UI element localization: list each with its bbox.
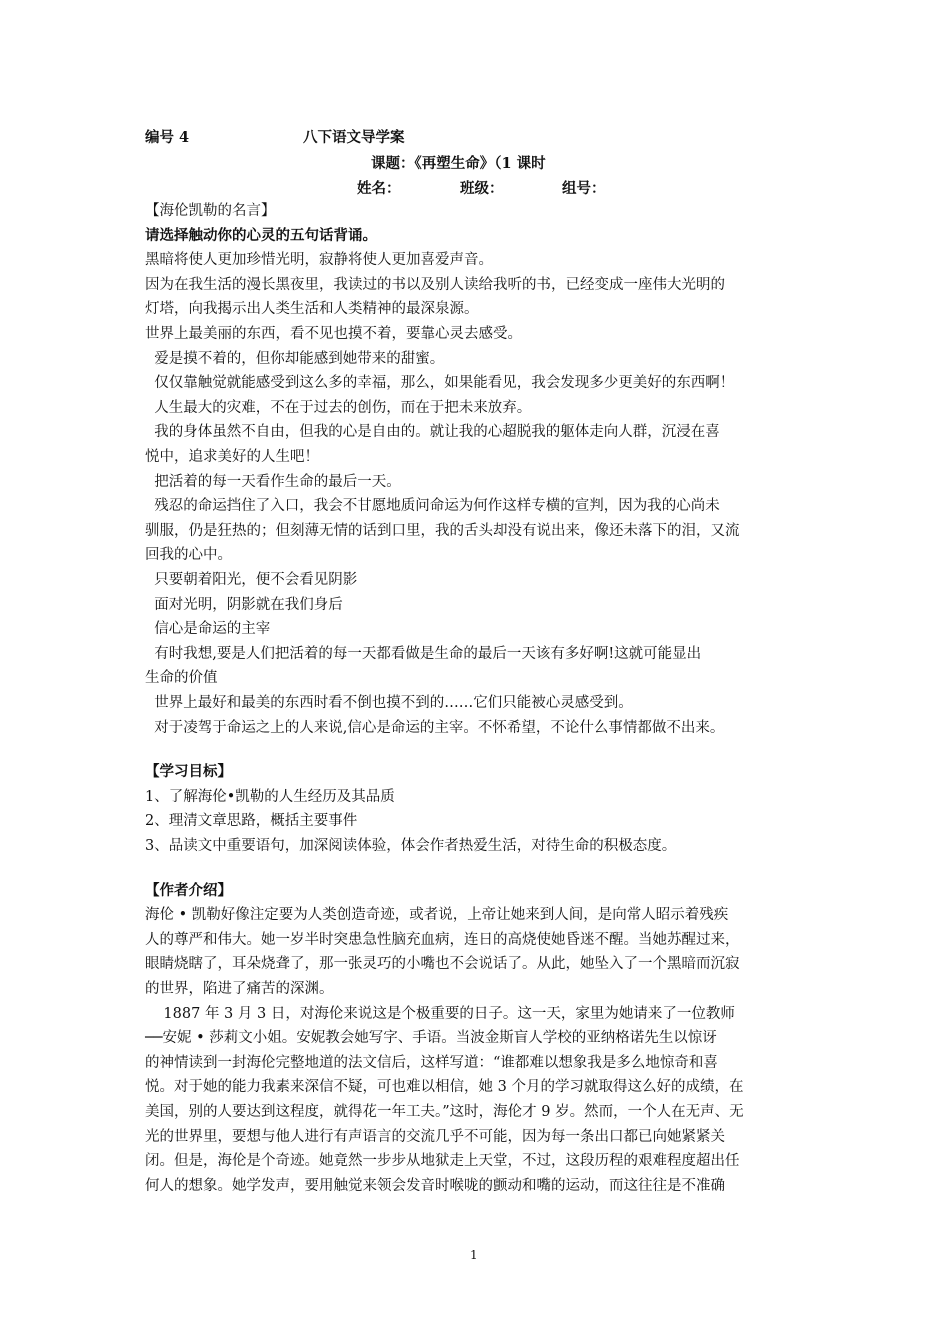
goal-item: 1、了解海伦•凯勒的人生经历及其品质 (145, 788, 395, 805)
quote-line: 对于凌驾于命运之上的人来说,信心是命运的主宰。不怀希望，不论什么事情都做不出来。 (145, 719, 725, 736)
author-paragraph-line: 悦。对于她的能力我素来深信不疑，可也难以相信，她 3 个月的学习就取得这么好的成绩，在 (145, 1079, 744, 1096)
goal-item: 3、品读文中重要语句，加深阅读体验，体会作者热爱生活，对待生命的积极态度。 (145, 838, 677, 854)
quotes-instruction: 请选择触动你的心灵的五句话背诵。 (145, 226, 377, 244)
author-paragraph-line: 的神情读到一封海伦完整地道的法文信后，这样写道：“谁都难以想象我是多么地惊奇和喜 (145, 1054, 718, 1071)
doc-title: 八下语文导学案 (303, 129, 405, 146)
author-paragraph-line: 何人的想象。她学发声，要用触觉来领会发音时喉咙的颤动和嘴的运动，而这往往是不准确 (145, 1177, 725, 1194)
quote-line: 回我的心中。 (145, 547, 232, 564)
quote-line: 信心是命运的主宰 (145, 621, 271, 638)
quote-line: 世界上最好和最美的东西时看不倒也摸不到的……它们只能被心灵感受到。 (145, 695, 633, 711)
goal-item: 2、理清文章思路，概括主要事件 (145, 813, 358, 830)
author-paragraph-line: ──安妮 • 莎莉文小姐。安妮教会她写字、手语。当波金斯盲人学校的亚纳格诺先生以惊讶 (145, 1030, 717, 1047)
quote-line: 有时我想,要是人们把活着的每一天都看做是生命的最后一天该有多好啊!这就可能显出 (145, 645, 702, 662)
quote-line: 把活着的每一天看作生命的最后一天。 (145, 473, 401, 490)
quote-line: 我的身体虽然不自由，但我的心是自由的。就让我的心超脱我的躯体走向人群，沉浸在喜 (145, 424, 720, 441)
author-paragraph-line: 闭。但是，海伦是个奇迹。她竟然一步步从地狱走上天堂，不过，这段历程的艰难程度超出任 (145, 1153, 740, 1170)
doc-number: 编号 4 (145, 129, 190, 146)
section-heading-author: 【作者介绍】 (145, 881, 232, 899)
quote-line: 生命的价值 (145, 670, 218, 687)
quote-line: 黑暗将使人更加珍惜光明，寂静将使人更加喜爱声音。 (145, 252, 493, 269)
quote-line: 灯塔，向我揭示出人类生活和人类精神的最深泉源。 (145, 301, 479, 318)
quote-line: 只要朝着阳光，便不会看见阴影 (145, 572, 358, 588)
section-heading-goals: 【学习目标】 (145, 763, 232, 781)
author-paragraph-line: 1887 年 3 月 3 日，对海伦来说这是个极重要的日子。这一天，家里为她请来了一位教师 (145, 1005, 735, 1022)
class-label: 班级： (460, 180, 504, 197)
author-paragraph-line: 美国，别的人要达到这程度，就得花一年工夫。”这时，海伦才 9 岁。然而，一个人在无声、无 (145, 1104, 744, 1120)
name-label: 姓名： (357, 180, 401, 197)
lesson-topic: 课题：《再塑生命》（1 课时 (371, 155, 546, 172)
quote-line: 人生最大的灾难，不在于过去的创伤，而在于把未来放弃。 (145, 399, 532, 416)
author-paragraph-line: 海伦 • 凯勒好像注定要为人类创造奇迹，或者说，上帝让她来到人间，是向常人昭示着残疾 (145, 907, 729, 924)
quote-line: 世界上最美丽的东西，看不见也摸不着，要靠心灵去感受。 (145, 326, 522, 342)
quote-line: 悦中，追求美好的人生吧！ (145, 449, 319, 465)
quote-line: 仅仅靠触觉就能感受到这么多的幸福，那么，如果能看见，我会发现多少更美好的东西啊！ (145, 375, 735, 392)
quote-line: 爱是摸不着的，但你却能感到她带来的甜蜜。 (145, 350, 445, 367)
author-paragraph-line: 光的世界里，要想与他人进行有声语言的交流几乎不可能，因为每一条出口都已向她紧紧关 (145, 1128, 725, 1145)
author-paragraph-line: 人的尊严和伟大。她一岁半时突患急性脑充血病，连日的高烧使她昏迷不醒。当她苏醒过来， (145, 931, 740, 948)
quote-line: 残忍的命运挡住了入口，我会不甘愿地质问命运为何作这样专横的宣判，因为我的心尚未 (145, 498, 720, 515)
quote-line: 驯服，仍是狂热的；但刻薄无情的话到口里，我的舌头却没有说出来，像还未落下的泪，又流 (145, 522, 740, 539)
page-number: 1 (470, 1248, 478, 1262)
author-paragraph-line: 的世界，陷进了痛苦的深渊。 (145, 981, 334, 997)
quote-line: 面对光明，阴影就在我们身后 (145, 596, 343, 613)
quote-line: 因为在我生活的漫长黑夜里，我读过的书以及别人读给我听的书，已经变成一座伟大光明的 (145, 276, 725, 293)
group-label: 组号： (562, 180, 606, 197)
section-heading-quotes: 【海伦凯勒的名言】 (145, 203, 276, 219)
author-paragraph-line: 眼睛烧瞎了，耳朵烧聋了，那一张灵巧的小嘴也不会说话了。从此，她坠入了一个黑暗而沉寂 (145, 956, 740, 973)
